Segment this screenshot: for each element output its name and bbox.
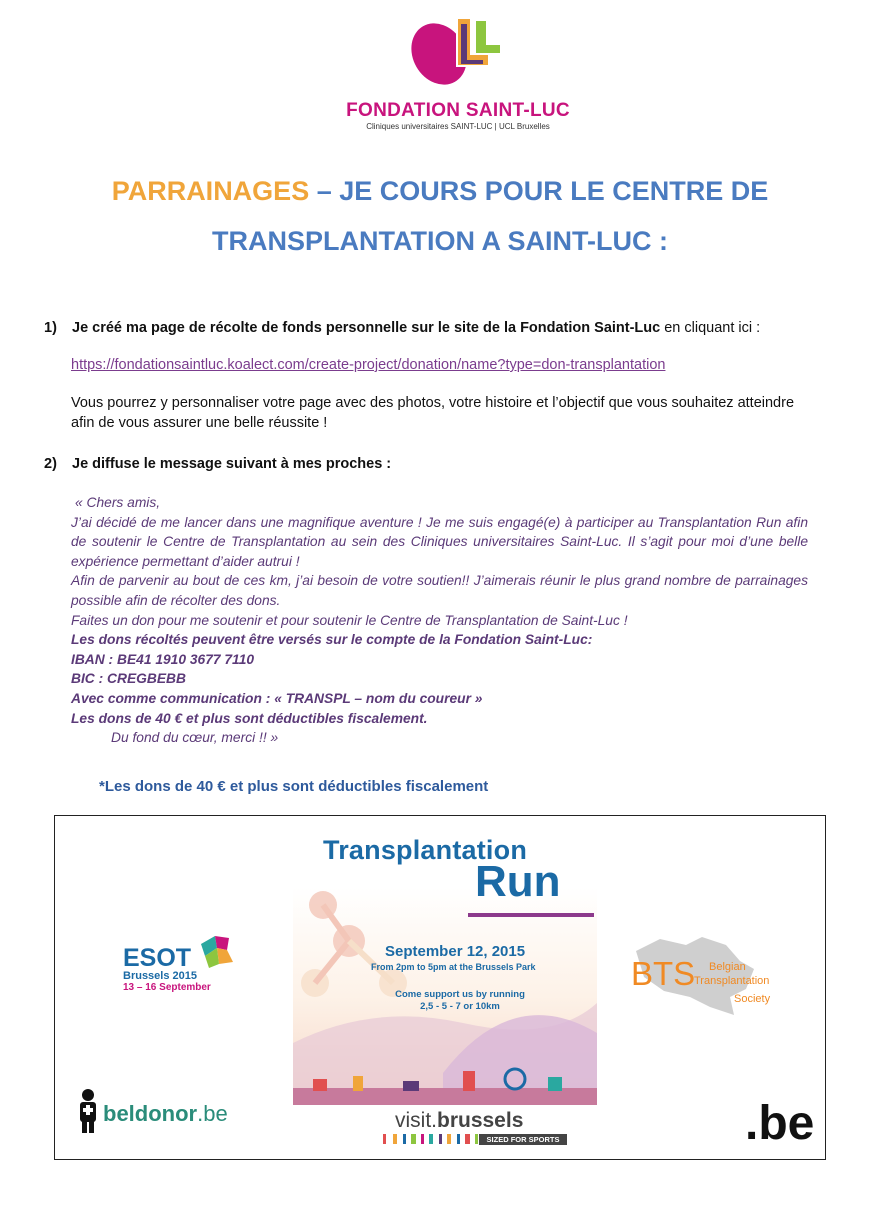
esot-heart-icon: [197, 934, 237, 974]
esot-name: ESOT: [123, 944, 192, 972]
message-paragraph-1: J’ai décidé de me lancer dans une magnifique aventure ! Je me suis engagé(e) à participer au Transplantation Run afin de soutenir le Centre de Transplantation au sein des Cliniques universitaires Saint-Luc. Il s’agit pour moi d’une belle expérience permettant d’aider autrui !: [71, 514, 808, 569]
fondation-logo-icon: [409, 14, 505, 98]
run-word: Run: [475, 857, 561, 906]
donor-person-icon: [77, 1087, 99, 1133]
message-iban: IBAN : BE41 1910 3677 7110: [71, 651, 255, 667]
create-project-link[interactable]: https://fondationsaintluc.koalect.com/create-project/donation/name?type=don-transplantation: [71, 357, 666, 373]
transplantation-run-visual: [293, 833, 597, 1105]
run-invite-line-2: 2,5 - 5 - 7 or 10km: [420, 1001, 500, 1012]
message-paragraph-3: Faites un don pour me soutenir et pour soutenir le Centre de Transplantation de Saint-Luc !: [71, 612, 628, 628]
bts-logo: [630, 931, 810, 1031]
message-paragraph-2: Afin de parvenir au bout de ces km, j’ai besoin de votre soutien!! J’aimerais réunir le plus grand nombre de parrainages possible afin de récolter des dons.: [71, 573, 808, 608]
step-1-rest: en cliquant ici :: [660, 320, 761, 336]
esot-logo: [123, 944, 253, 993]
event-poster: [54, 815, 826, 1160]
message-communication-label: Avec comme communication :: [71, 690, 275, 706]
beldonor-name: beldonor: [103, 1101, 198, 1126]
visit-prefix: visit.: [395, 1109, 437, 1132]
step-1-bold: Je créé ma page de récolte de fonds personnelle sur le site de la Fondation Saint-Luc: [72, 320, 661, 336]
step-1-number: 1): [44, 320, 57, 336]
esot-dates: 13 – 16 September: [123, 982, 211, 993]
step-1: [44, 320, 760, 336]
message-greeting: « Chers amis,: [75, 495, 161, 510]
title-highlight: PARRAINAGES: [111, 176, 310, 206]
step-2: [44, 456, 391, 472]
sized-for-sports-tag: SIZED FOR SPORTS: [479, 1134, 567, 1145]
run-invite: [385, 989, 535, 1013]
step-1-paragraph: Vous pourrez y personnaliser votre page avec des photos, votre histoire et l’objectif que vous souhaitez atteindre afin de vous assurer une belle réussite !: [71, 395, 795, 431]
title-rest: – JE COURS POUR LE CENTRE DE: [309, 176, 769, 206]
beldonor-logo: [103, 1101, 228, 1127]
run-title: Transplantation: [323, 835, 528, 865]
bts-line-2: Transplantation: [694, 975, 770, 987]
bts-line-1: Belgian: [709, 961, 746, 973]
message-tax-note: Les dons de 40 € et plus sont déductibles fiscalement.: [71, 710, 428, 726]
run-time: From 2pm to 5pm at the Brussels Park: [371, 962, 536, 972]
message-communication-value: « TRANSPL – nom du coureur »: [274, 690, 483, 706]
message-bank-intro: Les dons récoltés peuvent être versés sur le compte de la Fondation Saint-Luc:: [71, 632, 593, 648]
beldonor-tld: .be: [197, 1101, 228, 1126]
message-communication: [71, 689, 808, 709]
tax-footnote: *Les dons de 40 € et plus sont déductibles fiscalement: [99, 778, 489, 795]
bts-acronym: BTS: [631, 955, 696, 992]
run-date: September 12, 2015: [385, 943, 526, 960]
visit-brussels-logo: [395, 1109, 523, 1133]
org-subtitle: Cliniques universitaires SAINT-LUC | UCL Bruxelles: [366, 122, 550, 131]
visit-brussels-word: brussels: [437, 1109, 524, 1132]
message-block: [71, 493, 808, 748]
message-closing: Du fond du cœur, merci !! »: [111, 730, 279, 746]
step-2-bold: Je diffuse le message suivant à mes proches :: [72, 456, 392, 472]
page-title-line-1: [60, 176, 820, 207]
bts-line-3: Society: [734, 993, 771, 1005]
be-logo: .be: [745, 1097, 815, 1150]
run-invite-line-1: Come support us by running: [395, 989, 525, 1000]
message-bic: BIC : CREGBEBB: [71, 671, 186, 687]
page-title-line-2: TRANSPLANTATION A SAINT-LUC :: [212, 226, 668, 256]
step-2-number: 2): [44, 456, 57, 472]
fondation-logo: [343, 14, 573, 131]
org-name: FONDATION SAINT-LUC: [346, 100, 570, 121]
esot-city: Brussels 2015: [123, 970, 197, 982]
run-underline: [468, 913, 594, 917]
